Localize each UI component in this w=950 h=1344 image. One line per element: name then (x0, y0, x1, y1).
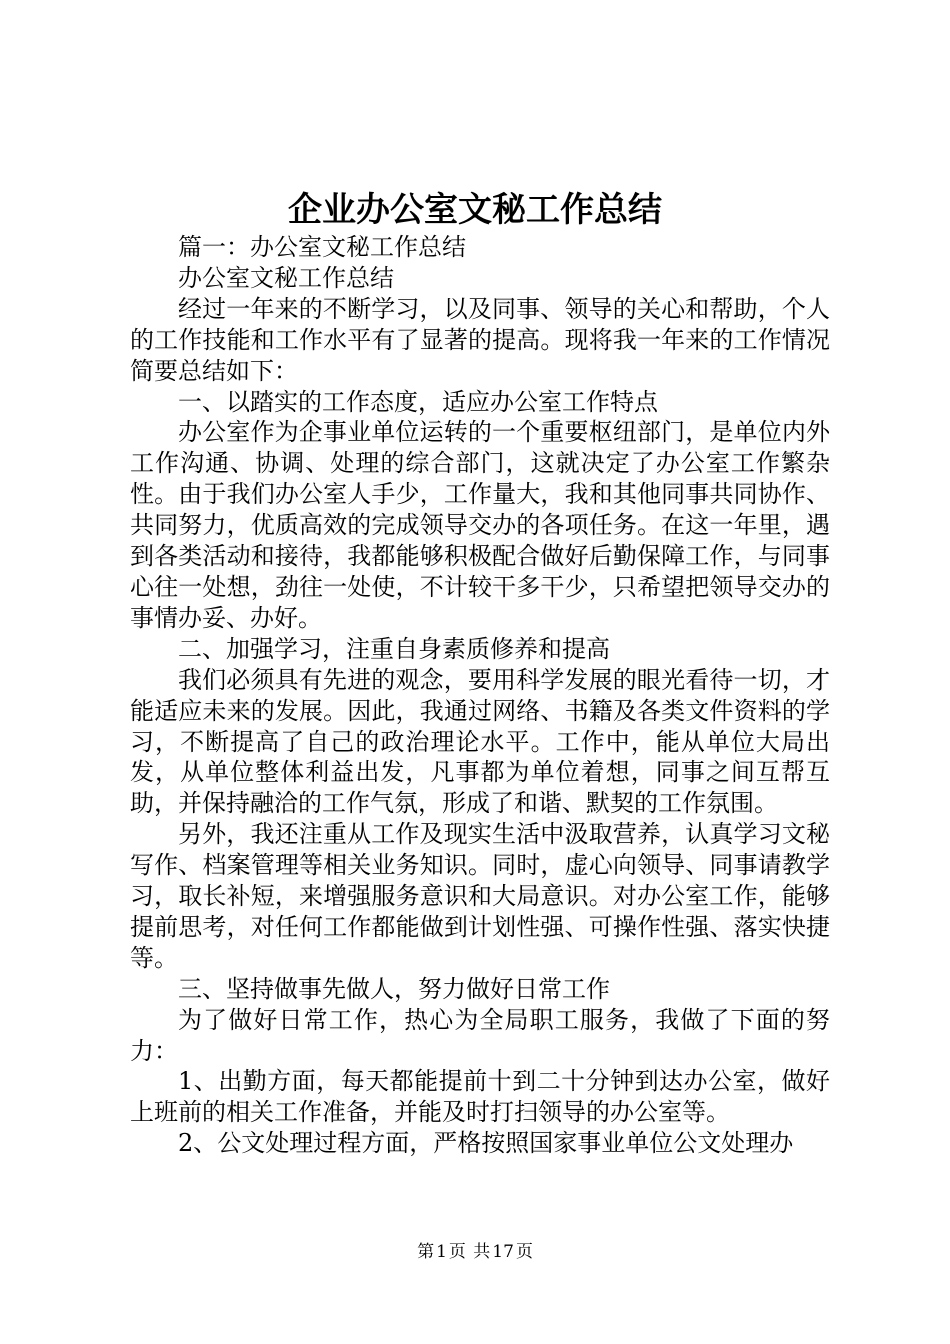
page-prefix: 第 (417, 1242, 435, 1262)
page-footer (0, 1240, 950, 1264)
total-page-count: 17 (492, 1242, 514, 1262)
page-suffix: 页 (448, 1242, 466, 1262)
section-heading: 三、坚持做事先做人，努力做好日常工作 (178, 974, 610, 1003)
section-heading: 二、加强学习，注重自身素质修养和提高 (178, 634, 610, 663)
document-title: 企业办公室文秘工作总结 (288, 190, 662, 230)
total-prefix: 共 (473, 1242, 491, 1262)
document-body (130, 232, 830, 1159)
list-item: 1、出勤方面，每天都能提前十到二十分钟到达办公室，做好上班前的相关工作准备，并能及时打扫领导的办公室等。 (130, 1067, 830, 1127)
list-item: 2、公文处理过程方面，严格按照国家事业单位公文处理办 (178, 1129, 794, 1158)
paragraph: 为了做好日常工作，热心为全局职工服务，我做了下面的努力： (130, 1005, 830, 1065)
total-suffix: 页 (515, 1242, 533, 1262)
section-heading: 一、以踏实的工作态度，适应办公室工作特点 (178, 387, 658, 416)
paragraph: 经过一年来的不断学习，以及同事、领导的关心和帮助，个人的工作技能和工作水平有了显著的提高。现将我一年来的工作情况简要总结如下： (130, 294, 830, 385)
paragraph: 另外，我还注重从工作及现实生活中汲取营养，认真学习文秘写作、档案管理等相关业务知识。同时，虚心向领导、同事请教学习，取长补短，来增强服务意识和大局意识。对办公室工作，能够提前思考，对任何工作都能做到计划性强、可操作性强、落实快捷等。 (130, 820, 830, 972)
section-heading: 篇一：办公室文秘工作总结 (178, 233, 466, 261)
current-page-number: 1 (436, 1242, 447, 1262)
paragraph: 办公室作为企事业单位运转的一个重要枢纽部门，是单位内外工作沟通、协调、处理的综合部门，这就决定了办公室工作繁杂性。由于我们办公室人手少，工作量大，我和其他同事共同协作、共同努力，优质高效的完成领导交办的各项任务。在这一年里，遇到各类活动和接待，我都能够积极配合做好后勤保障工作，与同事心往一处想，劲往一处使，不计较干多干少，只希望把领导交办的事情办妥、办好。 (130, 418, 830, 632)
subheading: 办公室文秘工作总结 (178, 263, 394, 292)
paragraph: 我们必须具有先进的观念，要用科学发展的眼光看待一切，才能适应未来的发展。因此，我通过网络、书籍及各类文件资料的学习，不断提高了自己的政治理论水平。工作中，能从单位大局出发，从单位整体利益出发，凡事都为单位着想，同事之间互帮互助，并保持融洽的工作气氛，形成了和谐、默契的工作氛围。 (130, 665, 830, 818)
